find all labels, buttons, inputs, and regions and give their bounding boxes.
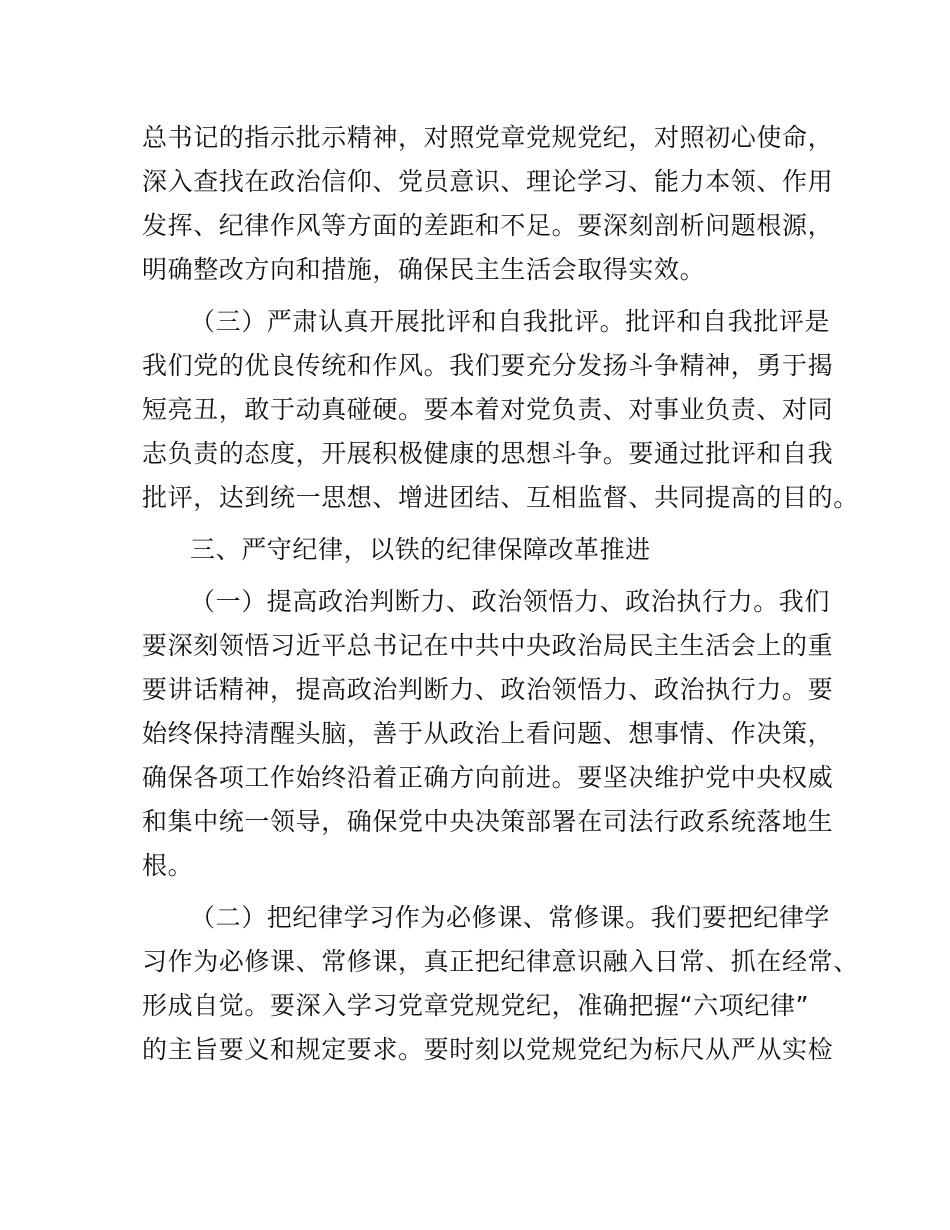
- text-line: 发挥、纪律作风等方面的差距和不足。要深刻剖析问题根源，: [142, 211, 834, 240]
- text-line: 志负责的态度，开展积极健康的思想斗争。要通过批评和自我: [142, 439, 834, 468]
- text-line: 深入查找在政治信仰、党员意识、理论学习、能力本领、作用: [142, 167, 834, 196]
- text-line: 要深刻领悟习近平总书记在中共中央政治局民主生活会上的重: [142, 631, 834, 660]
- text-line: 要讲话精神，提高政治判断力、政治领悟力、政治执行力。要: [142, 675, 834, 704]
- text-line: 批评，达到统一思想、增进团结、互相监督、共同提高的目的。: [142, 483, 859, 512]
- paragraph-heading-1: （一）提高政治判断力、政治领悟力、政治执行力。我们: [190, 587, 831, 616]
- paragraph-heading-3: （三）严肃认真开展批评和自我批评。批评和自我批评是: [190, 307, 831, 336]
- text-line: 确保各项工作始终沿着正确方向前进。要坚决维护党中央权威: [142, 763, 834, 792]
- text-line: 根。: [142, 851, 194, 880]
- text-line: 形成自觉。要深入学习党章党规党纪，准确把握“六项纪律”: [142, 991, 810, 1020]
- text-line: 短亮丑，敢于动真碰硬。要本着对党负责、对事业负责、对同: [142, 395, 834, 424]
- text-line: 总书记的指示批示精神，对照党章党规党纪，对照初心使命，: [142, 123, 834, 152]
- text-line: 的主旨要义和规定要求。要时刻以党规党纪为标尺从严从实检: [142, 1035, 834, 1064]
- paragraph-heading-2: （二）把纪律学习作为必修课、常修课。我们要把纪律学: [190, 903, 831, 932]
- text-line: 始终保持清醒头脑，善于从政治上看问题、想事情、作决策，: [142, 719, 834, 748]
- text-line: 我们党的优良传统和作风。我们要充分发扬斗争精神，勇于揭: [142, 351, 834, 380]
- text-line: 和集中统一领导，确保党中央决策部署在司法行政系统落地生: [142, 807, 834, 836]
- text-line: 明确整改方向和措施，确保民主生活会取得实效。: [142, 255, 706, 284]
- text-line: 习作为必修课、常修课，真正把纪律意识融入日常、抓在经常、: [142, 947, 859, 976]
- section-heading: 三、严守纪律，以铁的纪律保障改革推进: [190, 535, 651, 564]
